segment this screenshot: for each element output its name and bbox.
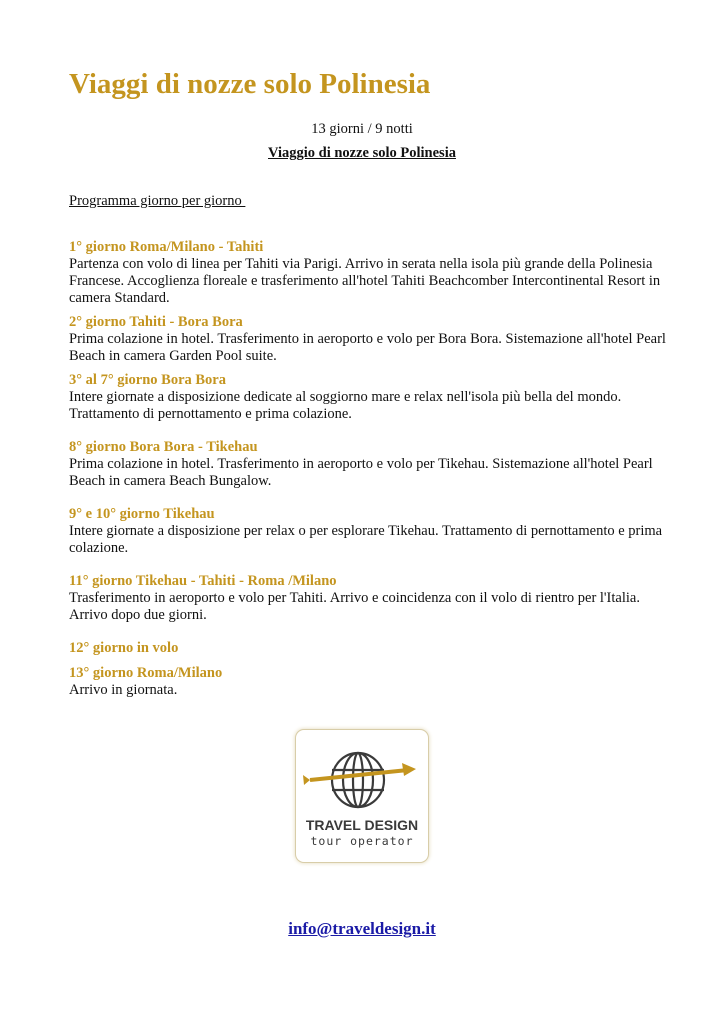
contact-email-link[interactable]: info@traveldesign.it: [288, 919, 436, 938]
day-title: 1° giorno Roma/Milano - Tahiti: [69, 239, 264, 255]
day-title: 11° giorno Tikehau - Tahiti - Roma /Milano: [69, 573, 337, 589]
day-title: 13° giorno Roma/Milano: [69, 665, 223, 681]
day-item: [69, 573, 669, 624]
day-title: 12° giorno in volo: [69, 640, 179, 656]
day-description: Prima colazione in hotel. Trasferimento in aeroporto e volo per Tikehau. Sistemazione all'hotel Pearl Beach in camera Beach Bungalow.: [69, 456, 653, 489]
day-item: [69, 665, 669, 699]
day-title: 2° giorno Tahiti - Bora Bora: [69, 314, 243, 330]
day-item: [69, 439, 669, 490]
day-item: [69, 314, 669, 365]
trip-subtitle: Viaggio di nozze solo Polinesia: [268, 145, 456, 161]
day-title: 9° e 10° giorno Tikehau: [69, 506, 215, 522]
day-description: Intere giornate a disposizione per relax o per esplorare Tikehau. Trattamento di pernottamento e prima colazione.: [69, 523, 663, 556]
day-description: Arrivo in giornata.: [69, 682, 178, 698]
logo-reflection: [296, 866, 428, 902]
travel-design-logo: [296, 730, 428, 862]
globe-arrow-logo-icon: [296, 730, 428, 862]
day-description: Prima colazione in hotel. Trasferimento in aeroporto e volo per Bora Bora. Sistemazione all'hotel Pearl Beach in camera Garden Pool suite.: [69, 331, 666, 364]
day-item: [69, 239, 669, 307]
day-title: 3° al 7° giorno Bora Bora: [69, 372, 226, 388]
page-title: Viaggi di nozze solo Polinesia: [69, 68, 431, 100]
logo-line2: tour operator: [310, 834, 414, 848]
program-heading: Programma giorno per giorno: [69, 193, 246, 209]
day-title: 8° giorno Bora Bora - Tikehau: [69, 439, 258, 455]
logo-line1: TRAVEL DESIGN: [305, 817, 419, 833]
day-description: Intere giornate a disposizione dedicate al soggiorno mare e relax nell'isola più bella del mondo. Trattamento di pernottamento e prima colazione.: [69, 389, 622, 422]
day-item: [69, 506, 669, 557]
day-item: [69, 640, 669, 657]
day-description: Partenza con volo di linea per Tahiti via Parigi. Arrivo in serata nella isola più grande della Polinesia Francese. Accoglienza floreale e trasferimento all'hotel Tahiti Beachcomber Intercontinental Resort in camera Standard.: [69, 256, 661, 306]
trip-duration: 13 giorni / 9 notti: [311, 121, 413, 137]
day-description: Trasferimento in aeroporto e volo per Tahiti. Arrivo e coincidenza con il volo di rientro per l'Italia. Arrivo dopo due giorni.: [69, 590, 640, 623]
day-item: [69, 372, 669, 423]
